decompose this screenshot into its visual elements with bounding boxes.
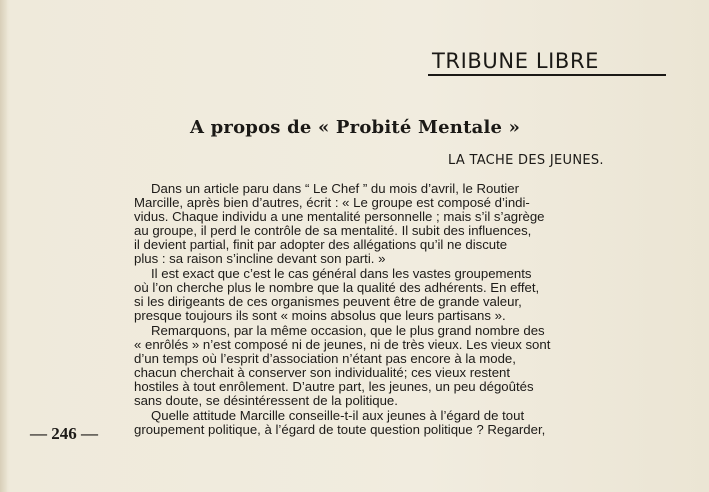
- body-line: Dans un article paru dans “ Le Chef ” du mois d’avril, le Routier: [151, 181, 519, 196]
- section-title-rule: [428, 74, 666, 76]
- body-line: Il est exact que c’est le cas général dans les vastes groupements: [151, 266, 532, 281]
- body-line: « enrôlés » n’est composé ni de jeunes, ni de très vieux. Les vieux sont: [134, 337, 551, 352]
- body-line: Remarquons, par la même occasion, que le plus grand nombre des: [151, 323, 545, 338]
- article-subhead: LA TACHE DES JEUNES.: [448, 153, 604, 168]
- body-line: au groupe, il perd le contrôle de sa mentalité. Il subit des influences,: [134, 223, 532, 238]
- body-line: il devient partial, finit par adopter des allégations qu’il ne discute: [134, 237, 508, 252]
- body-line: si les dirigeants de ces organismes peuvent être de grande valeur,: [134, 294, 522, 309]
- body-line: chacun cherchait à conserver son individualité; ces vieux restent: [134, 365, 511, 380]
- page-number: — 246 —: [30, 424, 98, 443]
- body-line: Quelle attitude Marcille conseille-t-il aux jeunes à l’égard de tout: [151, 408, 525, 423]
- body-line: où l’on cherche plus le nombre que la qualité des adhérents. En effet,: [134, 280, 540, 295]
- body-line: Marcille, après bien d’autres, écrit : « Le groupe est composé d’indi-: [134, 195, 530, 210]
- body-line: vidus. Chaque individu a une mentalité personnelle ; mais s’il s’agrège: [134, 209, 545, 224]
- body-line: plus : sa raison s’incline devant son parti. »: [134, 251, 386, 266]
- article-headline: A propos de « Probité Mentale »: [190, 117, 521, 138]
- body-line: groupement politique, à l’égard de toute question politique ? Regarder,: [134, 422, 546, 437]
- body-line: d’un temps où l’esprit d’association n’étant pas encore à la mode,: [134, 351, 516, 366]
- body-line: hostiles à tout enrôlement. D’autre part, les jeunes, un peu dégoûtés: [134, 379, 534, 394]
- section-title: TRIBUNE LIBRE: [432, 49, 600, 73]
- body-line: sans doute, se désintéressent de la politique.: [134, 393, 398, 408]
- page-edge-shadow: [0, 0, 7, 492]
- body-line: presque toujours ils sont « moins absolus que leurs partisans ».: [134, 308, 506, 323]
